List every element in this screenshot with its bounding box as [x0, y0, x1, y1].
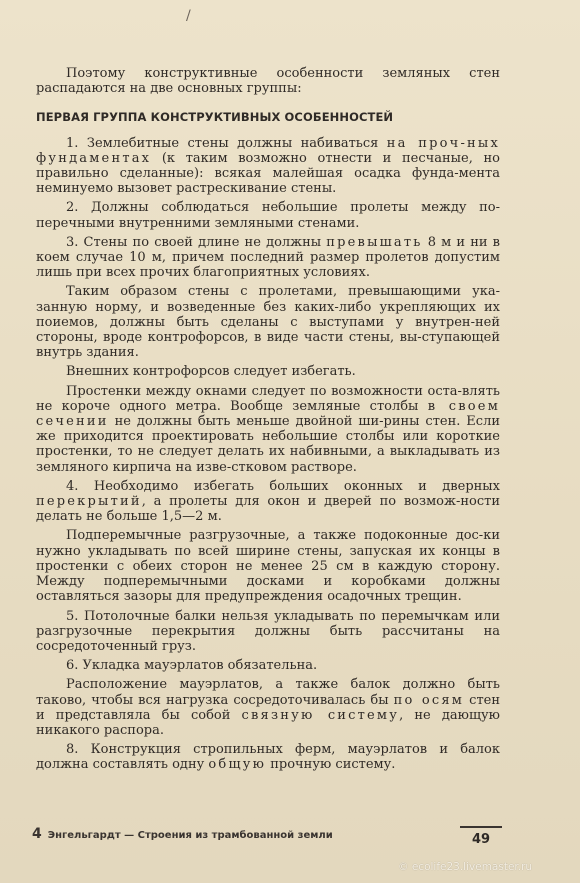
- signature-footer: [32, 826, 333, 842]
- paragraph-6-text-a: Простенки между окнами следует по возможности оста-влять не короче одного метра. Вообще земляные столбы: [36, 383, 500, 414]
- paragraph-5: Внешних контрофорсов следует избегать.: [66, 364, 356, 380]
- footer-rule: [460, 826, 502, 828]
- paragraph-9: 5. Потолочные балки нельзя укладывать по перемычкам или разгрузочные перекрытия должны быть рассчитаны на сосредоточенный груз.: [36, 608, 500, 654]
- paragraph-11-text-c: стен и представляла бы собой: [36, 692, 500, 723]
- paragraph-11-text-a: Расположение мауэрлатов, а также балок должно быть таково, чтобы вся нагрузка сосредоточивалась бы: [36, 677, 500, 708]
- paragraph-11: [36, 677, 500, 738]
- page-body: [36, 66, 500, 777]
- paragraph-1-spaced: на проч-ных фундаментах: [36, 135, 500, 166]
- page-number: 49: [472, 832, 491, 847]
- paragraph-11-text-e: , не дающую никакого распора.: [36, 707, 500, 738]
- paragraph-2: 2. Должны соблюдаться небольшие пролеты между по-перечными внутренними земляными стенами.: [36, 200, 500, 231]
- paragraph-1-text-a: 1. Землебитные стены должны набиваться: [66, 135, 387, 151]
- paragraph-7-text-a: 4. Необходимо избегать больших оконных и дверных: [66, 478, 500, 494]
- paragraph-7-text-c: , а пролеты для окон и дверей по возмож-ности делать не больше 1,5—2 м.: [36, 494, 500, 525]
- intro-paragraph: Поэтому конструктивные особенности земляных стен распадаются на две основных группы:: [36, 66, 500, 97]
- paragraph-10: 6. Укладка мауэрлатов обязательна.: [66, 658, 318, 674]
- paragraph-3-text-a: 3. Стены по своей длине не должны: [66, 234, 327, 250]
- paragraph-6-spaced: в своем сечении: [36, 398, 501, 430]
- paragraph-4: Таким образом стены с пролетами, превышающими ука-занную норму, и возведенные без каких-либо укрепляющих их поиемов, должны быть сделаны с выступами у внутрен-ней стороны, вроде контрофорсов, в виде части стены, вы-ступающей внутрь здания.: [36, 284, 500, 361]
- top-mark: /: [186, 8, 191, 24]
- paragraph-12: [36, 742, 500, 772]
- watermark: © ecolife23.livemaster.ru: [398, 861, 533, 873]
- section-heading: ПЕРВАЯ ГРУППА КОНСТРУКТИВНЫХ ОСОБЕННОСТЕЙ: [36, 110, 394, 125]
- paragraph-3: [36, 235, 500, 281]
- paragraph-6-text-c: не должны быть меньше двойной ши-рины стен. Если же приходится проектировать небольшие столбы или короткие простенки, то не следует делать их набивными, а выкладывать из земляного кирпича на изве-стковом растворе.: [36, 414, 500, 475]
- paragraph-7: [36, 479, 500, 525]
- paragraph-3-spaced: превышать: [326, 234, 423, 250]
- paragraph-12-spaced: общую: [208, 757, 267, 773]
- paragraph-11-spaced-d: связную систему: [241, 707, 400, 723]
- paragraph-12-text-a: 8. Конструкция стропильных ферм, мауэрлатов и балок должна составлять одну: [36, 742, 500, 773]
- paragraph-11-spaced-b: по осям: [393, 692, 465, 708]
- paragraph-12-text-c: прочную систему.: [266, 757, 396, 773]
- paragraph-1: [36, 136, 500, 197]
- paragraph-7-spaced: перекрытий: [36, 494, 142, 510]
- paragraph-3-text-c: 8 м и ни в коем случае 10 м, причем последний размер пролетов допустим лишь при всех прочих благоприятных условиях.: [36, 234, 500, 281]
- signature-text: Энгельгардт — Строения из трамбованной земли: [47, 830, 333, 841]
- paragraph-1-text-c: (к таким возможно отнести и песчаные, но правильно сделанные): всякая малейшая осадка фунда-мента неминуемо вызовет растрескивание стены.: [36, 150, 500, 197]
- paragraph-6: [36, 384, 500, 475]
- paragraph-8: Подперемычные разгрузочные, а также подоконные дос-ки нужно укладывать по всей ширине стены, запуская их концы в простенки с обеих сторон не менее 25 см в каждую сторону. Между подперемычными досками и коробками должны оставляться зазоры для предупреждения осадочных трещин.: [36, 528, 500, 605]
- signature-number: 4: [32, 826, 42, 842]
